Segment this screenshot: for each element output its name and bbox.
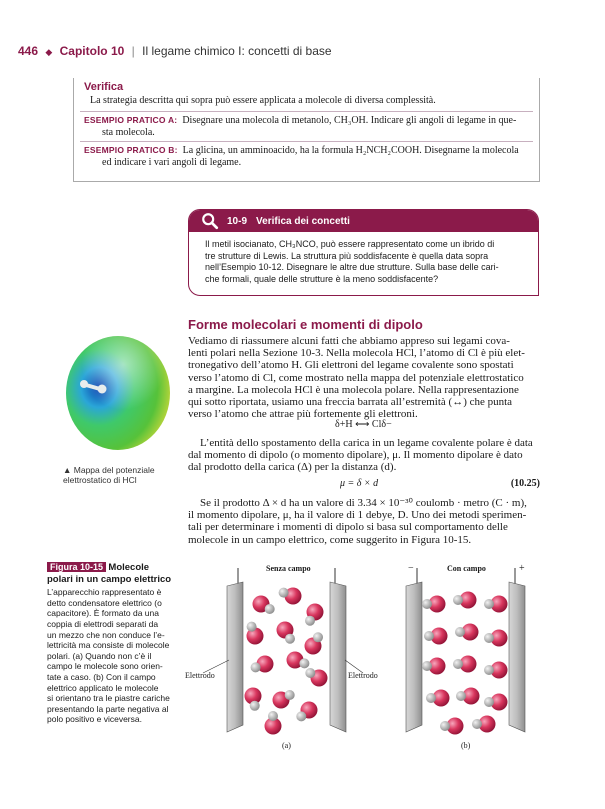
concept-number: 10-9	[227, 215, 248, 227]
caption-line: un mezzo che non conduce l’e-	[47, 629, 165, 640]
hcl-molecule	[296, 702, 317, 722]
margin-caption: ▲ Mappa del potenziale elettrostatico di HCl	[63, 465, 155, 485]
text-line: tronegativo dell’atomo H. Gli elettroni del legame covalente sono spostati	[188, 359, 514, 372]
hcl-molecule	[277, 622, 296, 644]
hcl-molecule	[247, 622, 264, 645]
hcl-molecule	[287, 652, 310, 669]
hcl-molecule	[422, 596, 446, 613]
hcl-molecule	[245, 688, 262, 711]
separator: |	[131, 44, 135, 58]
concept-line: nell’Esempio 10-12. Disegnare le altre due strutture. Sulla base delle cari-	[205, 262, 499, 272]
hcl-molecule	[424, 628, 448, 645]
capacitor-figure	[185, 560, 545, 760]
text-line: qui sotto riportata, usiamo una freccia barrata all’estremità (↔) che punta	[188, 396, 513, 409]
hcl-molecule	[279, 588, 302, 605]
caption-line: campo le molecole sono orien-	[47, 661, 163, 672]
verify-heading: Verifica	[84, 81, 124, 93]
hcl-molecule	[251, 656, 274, 673]
divider	[80, 141, 533, 142]
concept-line: tre strutture di Lewis. La struttura più soddisfacente è quella data sopra	[205, 250, 489, 261]
electrode-plate	[406, 582, 422, 732]
figure-label: Figura 10-15	[47, 562, 106, 572]
page-number: 446	[18, 44, 39, 58]
text-line: dal momento di dipolo (o momento dipolare), μ. Il momento dipolare è dato	[188, 449, 523, 462]
caption-line: L’apparecchio rappresentato è	[47, 587, 162, 598]
hcl-molecule	[456, 688, 480, 705]
concept-line: che formali, quale delle strutture è la meno soddisfacente?	[205, 273, 439, 284]
figure-caption	[47, 562, 175, 725]
caption-line: tate a caso. (b) Con il campo	[47, 671, 156, 682]
text-line: dal prodotto della carica (Δ) per la distanza (d).	[188, 461, 397, 474]
caption-line: lettricità ma consiste di molecole	[47, 640, 170, 651]
paragraph-1	[188, 335, 540, 420]
hcl-molecule	[484, 694, 508, 711]
hcl-formula: δ+H ⟷ Clδ−	[335, 419, 392, 430]
hcl-molecule	[440, 718, 464, 735]
caption-line: detto condensatore elettrico (o	[47, 597, 162, 608]
text-line: il momento dipolare, μ, ha il valore di 1 debye, D. Uno dei metodi sperimen-	[188, 509, 527, 522]
caption-line: polo positivo e viceversa.	[47, 714, 142, 725]
running-head	[18, 44, 332, 58]
concept-body	[205, 239, 528, 285]
electrode-plate	[509, 582, 525, 732]
sub-label-a: (a)	[282, 741, 291, 750]
hcl-molecule	[422, 658, 446, 675]
hcl-molecule	[426, 690, 450, 707]
hcl-molecule	[265, 711, 282, 735]
caption-line: polari. (a) Quando non c’è il	[47, 650, 152, 661]
hcl-molecule	[305, 668, 327, 687]
hcl-molecule	[453, 656, 477, 673]
hcl-molecule	[453, 592, 477, 609]
panel-b-title: Con campo	[447, 564, 486, 573]
diamond-icon: ◆	[45, 47, 53, 57]
example-a-label: ESEMPIO PRATICO A:	[84, 115, 178, 125]
caption-line: si orientano tra le piastre cariche	[47, 693, 170, 704]
figure-title: Molecole polari in un campo elettrico	[47, 562, 172, 585]
text-line: Vediamo di riassumere alcuni fatti che abbiamo appreso sui legami cova-	[188, 335, 510, 347]
hcl-molecule	[472, 716, 496, 733]
equation-number: (10.25)	[510, 478, 540, 489]
example-b-line2: ed indicare i vari angoli di legame.	[102, 156, 242, 168]
magnifier-icon	[201, 212, 219, 230]
equation: μ = δ × d	[340, 478, 379, 489]
example-a-line1: Disegnare una molecola di metanolo, CH₃OH. Indicare gli angoli di legame in que-	[182, 115, 517, 126]
chapter-label: Capitolo 10	[59, 44, 125, 58]
concept-header	[189, 210, 538, 232]
hcl-molecule	[305, 632, 324, 654]
caption-line: elettrico applicato le molecole	[47, 682, 159, 693]
electrode-plate	[227, 582, 243, 732]
text-line: Se il prodotto Δ × d ha un valore di 3.34 × 10⁻³⁰ coulomb · metro (C · m),	[200, 497, 527, 509]
hcl-molecule	[484, 662, 508, 679]
text-line: verso l’atomo che attrae più fortemente gli elettroni.	[188, 408, 418, 421]
example-b-line1: La glicina, un amminoacido, ha la formula H₂NCH₂COOH. Disegnarne la molecola	[182, 145, 519, 156]
caption-line: coppia di elettrodi separati da	[47, 618, 159, 629]
chapter-title: Il legame chimico I: concetti di base	[142, 44, 332, 58]
capacitor-illustration	[185, 560, 545, 760]
electrode-label-right: Elettrodo	[348, 671, 378, 680]
example-a	[84, 115, 516, 138]
paragraph-3	[188, 497, 540, 546]
concept-heading: Verifica dei concetti	[256, 215, 350, 227]
paragraph-2	[188, 437, 540, 474]
verify-box	[73, 78, 540, 182]
minus-sign: −	[408, 563, 414, 574]
text-line: tali per determinare i momenti di dipolo si basa sul comportamento delle	[188, 521, 508, 534]
hcl-molecule	[273, 690, 295, 709]
concept-line: Il metil isocianato, CH₃NCO, può essere rappresentato come un ibrido di	[205, 239, 495, 249]
hcl-molecule	[305, 604, 324, 626]
example-b-label: ESEMPIO PRATICO B:	[84, 145, 178, 155]
electrode-plate	[330, 582, 346, 732]
electrode-label-left: Elettrodo	[185, 671, 215, 680]
verify-text: La strategia descritta qui sopra può essere applicata a molecole di diversa complessità.	[90, 95, 436, 106]
example-b	[84, 145, 519, 168]
hcl-molecule	[253, 596, 275, 615]
text-line: verso l’atomo di Cl, come mostrato nella mappa del potenziale elettrostatico	[188, 371, 524, 384]
text-line: L’entità dello spostamento della carica in un legame covalente polare è data	[200, 437, 533, 449]
hcl-molecule	[455, 624, 479, 641]
text-line: a margine. La molecola HCl è una molecola polare. Nella rappresentazione	[188, 383, 519, 396]
example-a-line2: sta molecola.	[102, 126, 155, 138]
text-line: molecole in un campo elettrico, come suggerito in Figura 10-15.	[188, 533, 472, 546]
sub-label-b: (b)	[461, 741, 471, 750]
plus-sign: +	[519, 563, 525, 574]
hcl-molecule	[484, 630, 508, 647]
caption-body	[47, 587, 175, 725]
panel-a-title: Senza campo	[266, 564, 311, 573]
caption-line: capacitore). È formato da una	[47, 608, 159, 619]
divider	[80, 111, 533, 112]
electrostatic-potential-map	[56, 331, 171, 456]
hcl-molecule	[484, 596, 508, 613]
section-title: Forme molecolari e momenti di dipolo	[188, 317, 423, 332]
concept-check-box	[188, 209, 539, 296]
text-line: lenti polari nella Sezione 10-3. Nella molecola HCl, l’atomo di Cl è più elet-	[188, 347, 525, 360]
caption-line: presentando la parte negativa al	[47, 703, 169, 714]
